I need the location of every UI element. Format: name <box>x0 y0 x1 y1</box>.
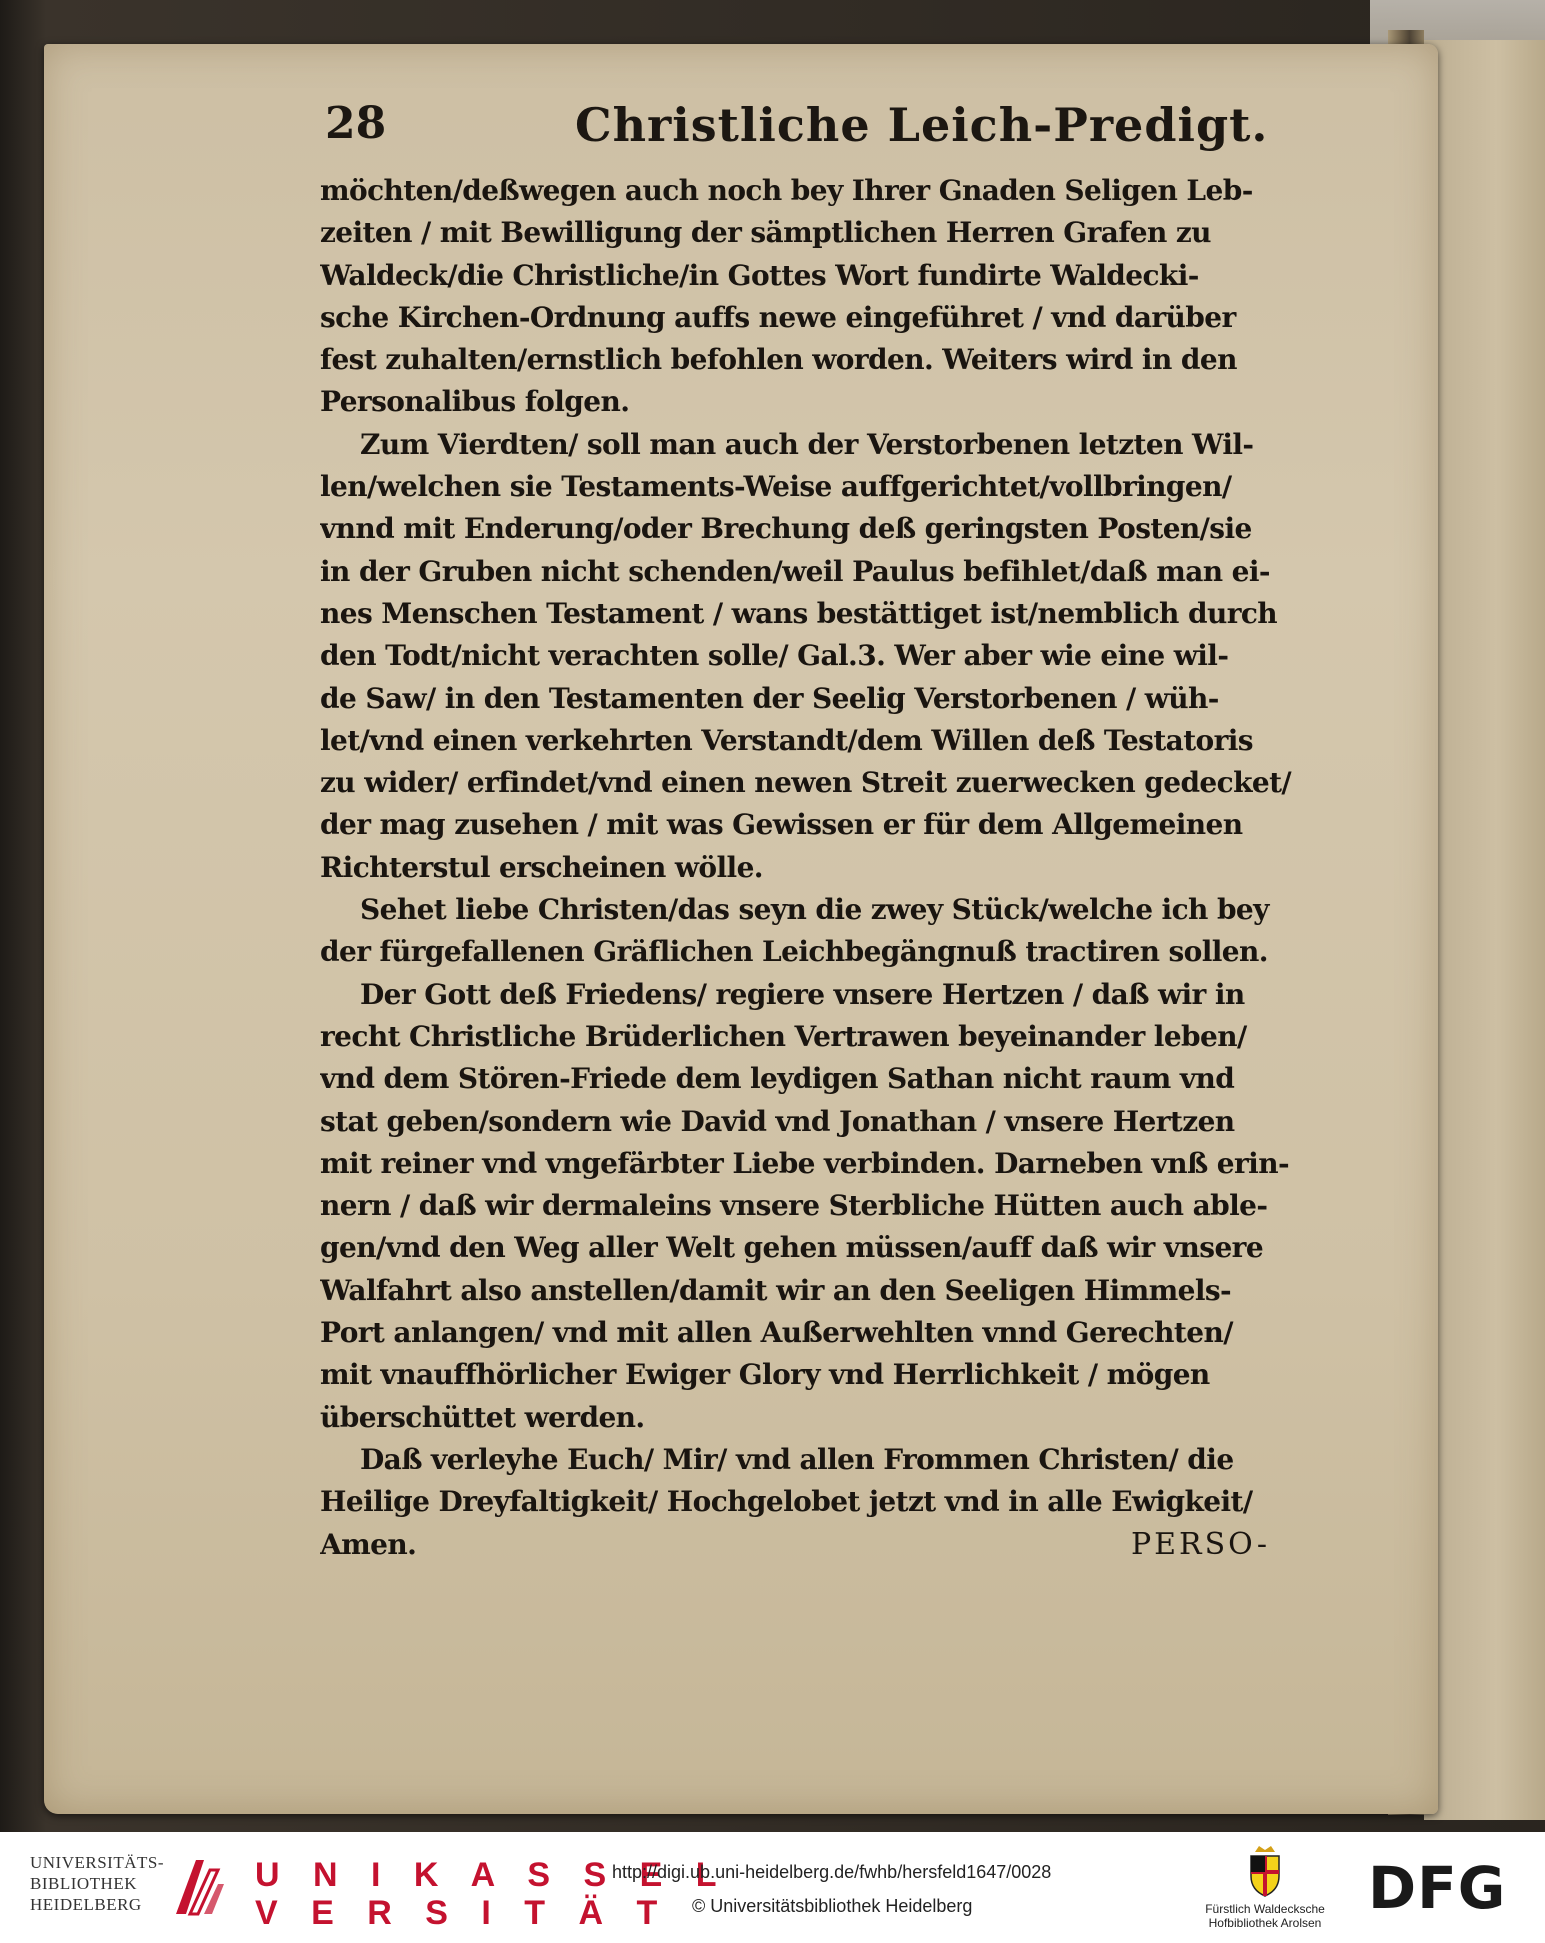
text-line: let/vnd einen verkehrten Verstandt/dem Willen deß Testatoris <box>320 723 1253 757</box>
uni-heidelberg-library-label[interactable] <box>30 1852 180 1915</box>
catchword: PERSO- <box>1130 1526 1270 1562</box>
arolsen-line: Hofbibliothek Arolsen <box>1208 1916 1322 1930</box>
page-header <box>325 98 1275 168</box>
sermon-text <box>320 170 1310 1566</box>
text-line: de Saw/ in den Testamenten der Seelig Verstorbenen / wüh- <box>320 681 1219 715</box>
text-line: Waldeck/die Christliche/in Gottes Wort fundirte Waldecki- <box>320 258 1199 292</box>
uni-heidelberg-logo-icon[interactable] <box>168 1852 228 1922</box>
copyright-notice: © Universitätsbibliothek Heidelberg <box>692 1896 973 1916</box>
text-line: Sehet liebe Christen/das seyn die zwey Stück/welche ich bey <box>360 893 1269 927</box>
running-title: Christliche Leich-Predigt. <box>575 98 1269 152</box>
text-line: Daß verleyhe Euch/ Mir/ vnd allen Frommen Christen/ die <box>360 1442 1234 1476</box>
text-line: vnd dem Stören-Friede dem leydigen Sathan nicht raum vnd <box>320 1062 1235 1096</box>
text-line: überschüttet werden. <box>320 1400 645 1434</box>
arolsen-crest-icon <box>1245 1842 1285 1898</box>
arolsen-library-label <box>1190 1902 1340 1930</box>
page-number: 28 <box>325 98 387 149</box>
text-line: vnnd mit Enderung/oder Brechung deß geringsten Posten/sie <box>320 512 1252 546</box>
text-line: nes Menschen Testament / wans bestättiget ist/nemblich durch <box>320 596 1278 630</box>
text-line: Walfahrt also anstellen/damit wir an den Seeligen Himmels- <box>320 1273 1232 1307</box>
text-line: gen/vnd den Weg aller Welt gehen müssen/auff daß wir vnsere <box>320 1231 1264 1265</box>
text-line: in der Gruben nicht schenden/weil Paulus befihlet/daß man ei- <box>320 554 1270 588</box>
text-line: Der Gott deß Friedens/ regiere vnsere Hertzen / daß wir in <box>360 977 1245 1011</box>
text-line: Port anlangen/ vnd mit allen Außerwehlten vnnd Gerechten/ <box>320 1316 1233 1350</box>
text-line: zu wider/ erfindet/vnd einen newen Streit zuerwecken gedecket/ <box>320 766 1292 800</box>
kassel-line-1: U N I K A S S E L <box>255 1856 729 1894</box>
text-line: Personalibus folgen. <box>320 385 630 419</box>
text-line: Zum Vierdten/ soll man auch der Verstorbenen letzten Wil- <box>360 427 1254 461</box>
text-line: sche Kirchen-Ordnung auffs newe eingeführet / vnd darüber <box>320 300 1236 334</box>
text-line: recht Christliche Brüderlichen Vertrawen beyeinander leben/ <box>320 1019 1247 1053</box>
text-line: der fürgefallenen Gräflichen Leichbegängnuß tractiren sollen. <box>320 935 1268 969</box>
dfg-logo[interactable]: DFG <box>1368 1854 1507 1922</box>
kassel-line-2: V E R S I T Ä T <box>255 1894 670 1932</box>
text-line: Richterstul erscheinen wölle. <box>320 850 763 884</box>
uni-hd-line: UNIVERSITÄTS- <box>30 1853 164 1872</box>
permalink-url[interactable]: http://digi.ub.uni-heidelberg.de/fwhb/hersfeld1647/0028 <box>612 1862 1052 1882</box>
text-line: zeiten / mit Bewilligung der sämptlichen Herren Grafen zu <box>320 216 1211 250</box>
text-line: fest zuhalten/ernstlich befohlen worden. Weiters wird in den <box>320 343 1237 377</box>
text-line: stat geben/sondern wie David vnd Jonathan / vnsere Hertzen <box>320 1104 1235 1138</box>
text-line: möchten/deßwegen auch noch bey Ihrer Gnaden Seligen Leb- <box>320 174 1253 207</box>
viewer-footer <box>0 1832 1545 1943</box>
text-line: nern / daß wir dermaleins vnsere Sterbliche Hütten auch able- <box>320 1189 1268 1223</box>
text-line: mit reiner vnd vngefärbter Liebe verbinden. Darneben vnß erin- <box>320 1146 1289 1180</box>
text-line: der mag zusehen / mit was Gewissen er für dem Allgemeinen <box>320 808 1243 842</box>
uni-hd-line: HEIDELBERG <box>30 1895 142 1914</box>
text-line: Heilige Dreyfaltigkeit/ Hochgelobet jetzt vnd in alle Ewigkeit/ <box>320 1485 1253 1519</box>
text-line: Amen. PERSO- <box>320 1524 1310 1566</box>
arolsen-line: Fürstlich Waldecksche <box>1205 1902 1325 1916</box>
uni-hd-line: BIBLIOTHEK <box>30 1874 137 1893</box>
facing-page-edge <box>1424 40 1545 1820</box>
text-line: mit vnauffhörlicher Ewiger Glory vnd Herrlichkeit / mögen <box>320 1358 1210 1392</box>
text-line: len/welchen sie Testaments-Weise auffgerichtet/vollbringen/ <box>320 470 1232 504</box>
text-line: den Todt/nicht verachten solle/ Gal.3. Wer aber wie eine wil- <box>320 639 1229 673</box>
